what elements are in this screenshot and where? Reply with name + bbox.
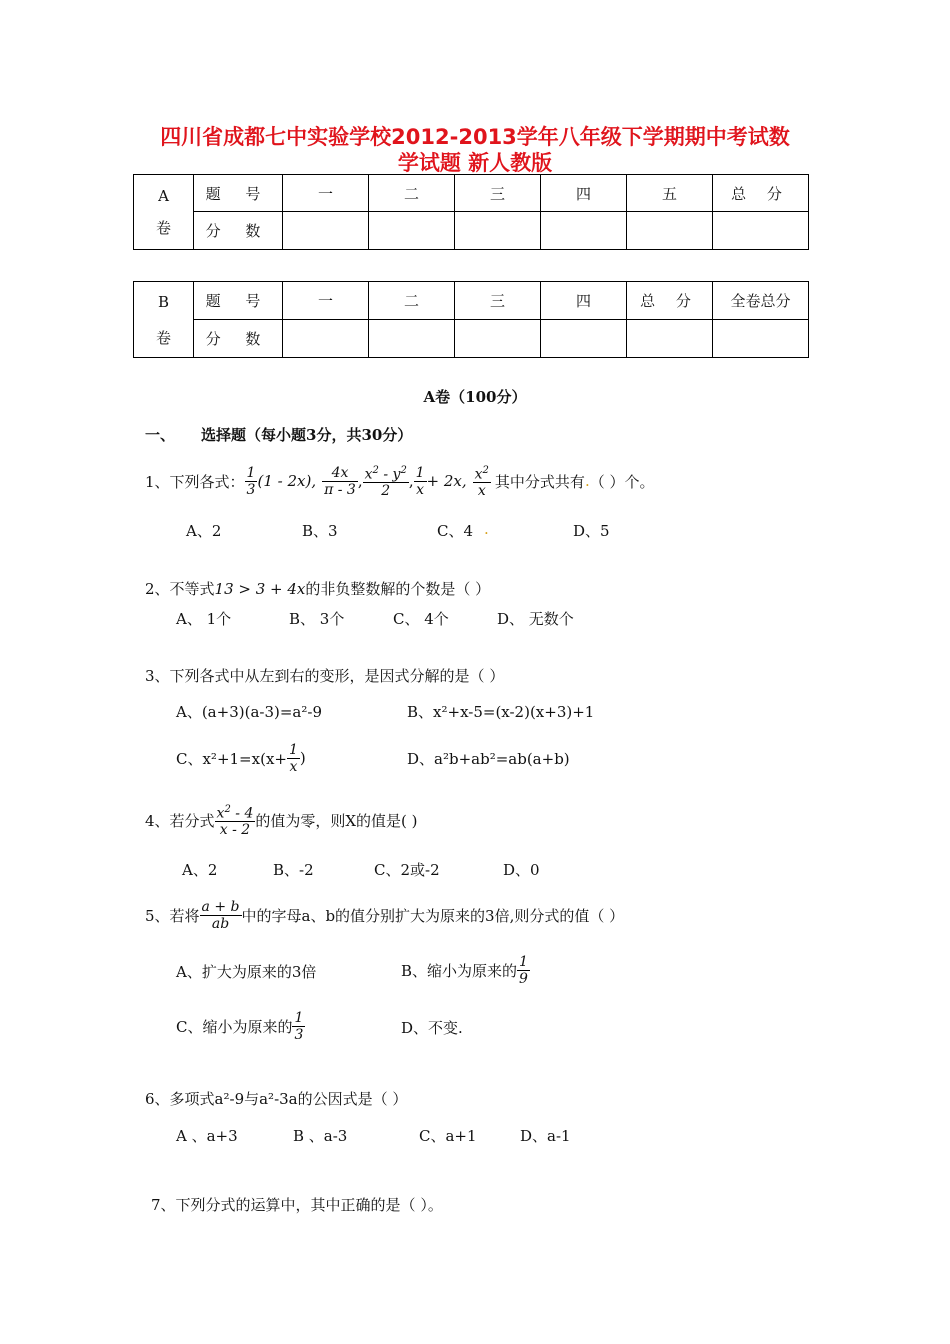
q5-option-a: A、扩大为原来的3倍 (176, 963, 317, 981)
q4-option-a: A、2 (182, 861, 218, 879)
table-a-cell (283, 212, 369, 250)
question-4: 4、若分式 $\frac{x^2 - 4}{x - 2}$ 的值为零，则X的值是( ) (145, 803, 418, 839)
q1-option-c: C、4 (437, 522, 474, 540)
question-3: 3、下列各式中从左到右的变形，是因式分解的是（ ） (145, 667, 505, 685)
table-a-cell (541, 212, 627, 250)
q1-frac-1x: $\frac{1}{x}$ (415, 464, 425, 498)
table-a-cell (713, 212, 809, 250)
q6-option-a: A 、a+3 (176, 1127, 238, 1145)
score-table-a (133, 174, 809, 250)
table-a-col: 一 (283, 175, 369, 212)
table-b-side-label: B 卷 (134, 282, 194, 358)
q2-option-d: D、 无数个 (497, 610, 574, 628)
table-b-col: 二 (369, 282, 455, 320)
q4-option-c: C、2或-2 (374, 861, 440, 879)
table-a-col: 二 (369, 175, 455, 212)
doc-title-line2: 学试题 新人教版 (397, 151, 553, 175)
q1-frac-x2y2: $\frac{x^2 - y^2}{2}$ (364, 464, 407, 500)
table-b-col: 总 分 (627, 282, 713, 320)
question-7: 7、下列分式的运算中，其中正确的是（ ）。 (151, 1196, 443, 1214)
q6-option-c: C、a+1 (419, 1127, 477, 1145)
table-b-cell (713, 320, 809, 358)
q3-option-b: B、x²+x-5=(x-2)(x+3)+1 (407, 703, 595, 721)
table-b-cell (369, 320, 455, 358)
table-a-cell (455, 212, 541, 250)
table-a-col: 三 (455, 175, 541, 212)
q1-frac-4x: $\frac{4x}{\pi - 3}$ (324, 464, 356, 498)
part1-title: 选择题（每小题3分，共30分） (201, 426, 413, 444)
table-a-col: 总 分 (713, 175, 809, 212)
table-a-cell (369, 212, 455, 250)
table-a-col: 五 (627, 175, 713, 212)
table-b-col: 一 (283, 282, 369, 320)
table-a-col: 四 (541, 175, 627, 212)
q6-option-b: B 、a-3 (293, 1127, 348, 1145)
q4-option-d: D、0 (503, 861, 540, 879)
table-b-cell (541, 320, 627, 358)
q4-option-b: B、-2 (273, 861, 314, 879)
q1-frac-one-third: $\frac{1}{3}$ (246, 464, 256, 498)
q4-fraction: $\frac{x^2 - 4}{x - 2}$ (216, 803, 254, 839)
q5-option-d: D、不变. (401, 1019, 463, 1037)
doc-title-line1: 四川省成都七中实验学校2012-2013学年八年级下学期期中考试数 (160, 125, 790, 149)
q2-option-a: A、 1个 (176, 610, 232, 628)
q3-option-c: C、x²+1=x(x+ $\frac{1}{x}$ ) (176, 741, 306, 775)
q1-option-b: B、3 (302, 522, 338, 540)
question-1: 1、下列各式： $\frac{1}{3}$ (1 - 2x), $\frac{4x}{\pi - 3}$ , $\frac{x^2 - y^2}{2}$ , $\frac{1}{x}$ + 2x, $\frac{x^2}{x}$ 其中分式共有 . （ ）个。 (145, 464, 655, 500)
q5-fraction: $\frac{a + b}{ab}$ (201, 898, 240, 932)
q5-option-c: C、缩小为原来的 $\frac{1}{3}$ (176, 1009, 304, 1043)
q3-option-a: A、(a+3)(a-3)=a²-9 (176, 703, 322, 721)
part1-number: 一、 (145, 426, 176, 444)
table-b-cell (455, 320, 541, 358)
question-5: 5、若将 $\frac{a + b}{ab}$ 中的字母a、b的值分别扩大为原来的3倍,则分式的值（ ） (145, 898, 625, 932)
question-6: 6、多项式a²-9与a²-3a的公因式是（ ） (145, 1090, 408, 1108)
q1-frac-x2x: $\frac{x^2}{x}$ (474, 464, 489, 500)
table-a-cell (627, 212, 713, 250)
q2-option-c: C、 4个 (393, 610, 449, 628)
q3-option-d: D、a²b+ab²=ab(a+b) (407, 750, 570, 768)
table-b-cell (627, 320, 713, 358)
question-2: 2、不等式13 > 3 + 4x的非负整数解的个数是（ ） (145, 580, 491, 598)
q2-option-b: B、 3个 (289, 610, 345, 628)
table-b-cell (283, 320, 369, 358)
q1-mark-dot: . (484, 520, 489, 538)
q1-option-a: A、2 (186, 522, 222, 540)
table-b-col: 三 (455, 282, 541, 320)
table-a-row2-label: 分 数 (194, 212, 283, 250)
table-b-col: 四 (541, 282, 627, 320)
section-header: A卷（100分） (423, 388, 527, 406)
table-a-side-label: A 卷 (134, 175, 194, 250)
score-table-b (133, 281, 809, 358)
table-b-col: 全卷总分 (713, 282, 809, 320)
q5-option-b: B、缩小为原来的 $\frac{1}{9}$ (401, 953, 528, 987)
q1-option-d: D、5 (573, 522, 610, 540)
table-b-row1-label: 题 号 (194, 282, 283, 320)
q6-option-d: D、a-1 (520, 1127, 571, 1145)
table-b-row2-label: 分 数 (194, 320, 283, 358)
table-a-row1-label: 题 号 (194, 175, 283, 212)
